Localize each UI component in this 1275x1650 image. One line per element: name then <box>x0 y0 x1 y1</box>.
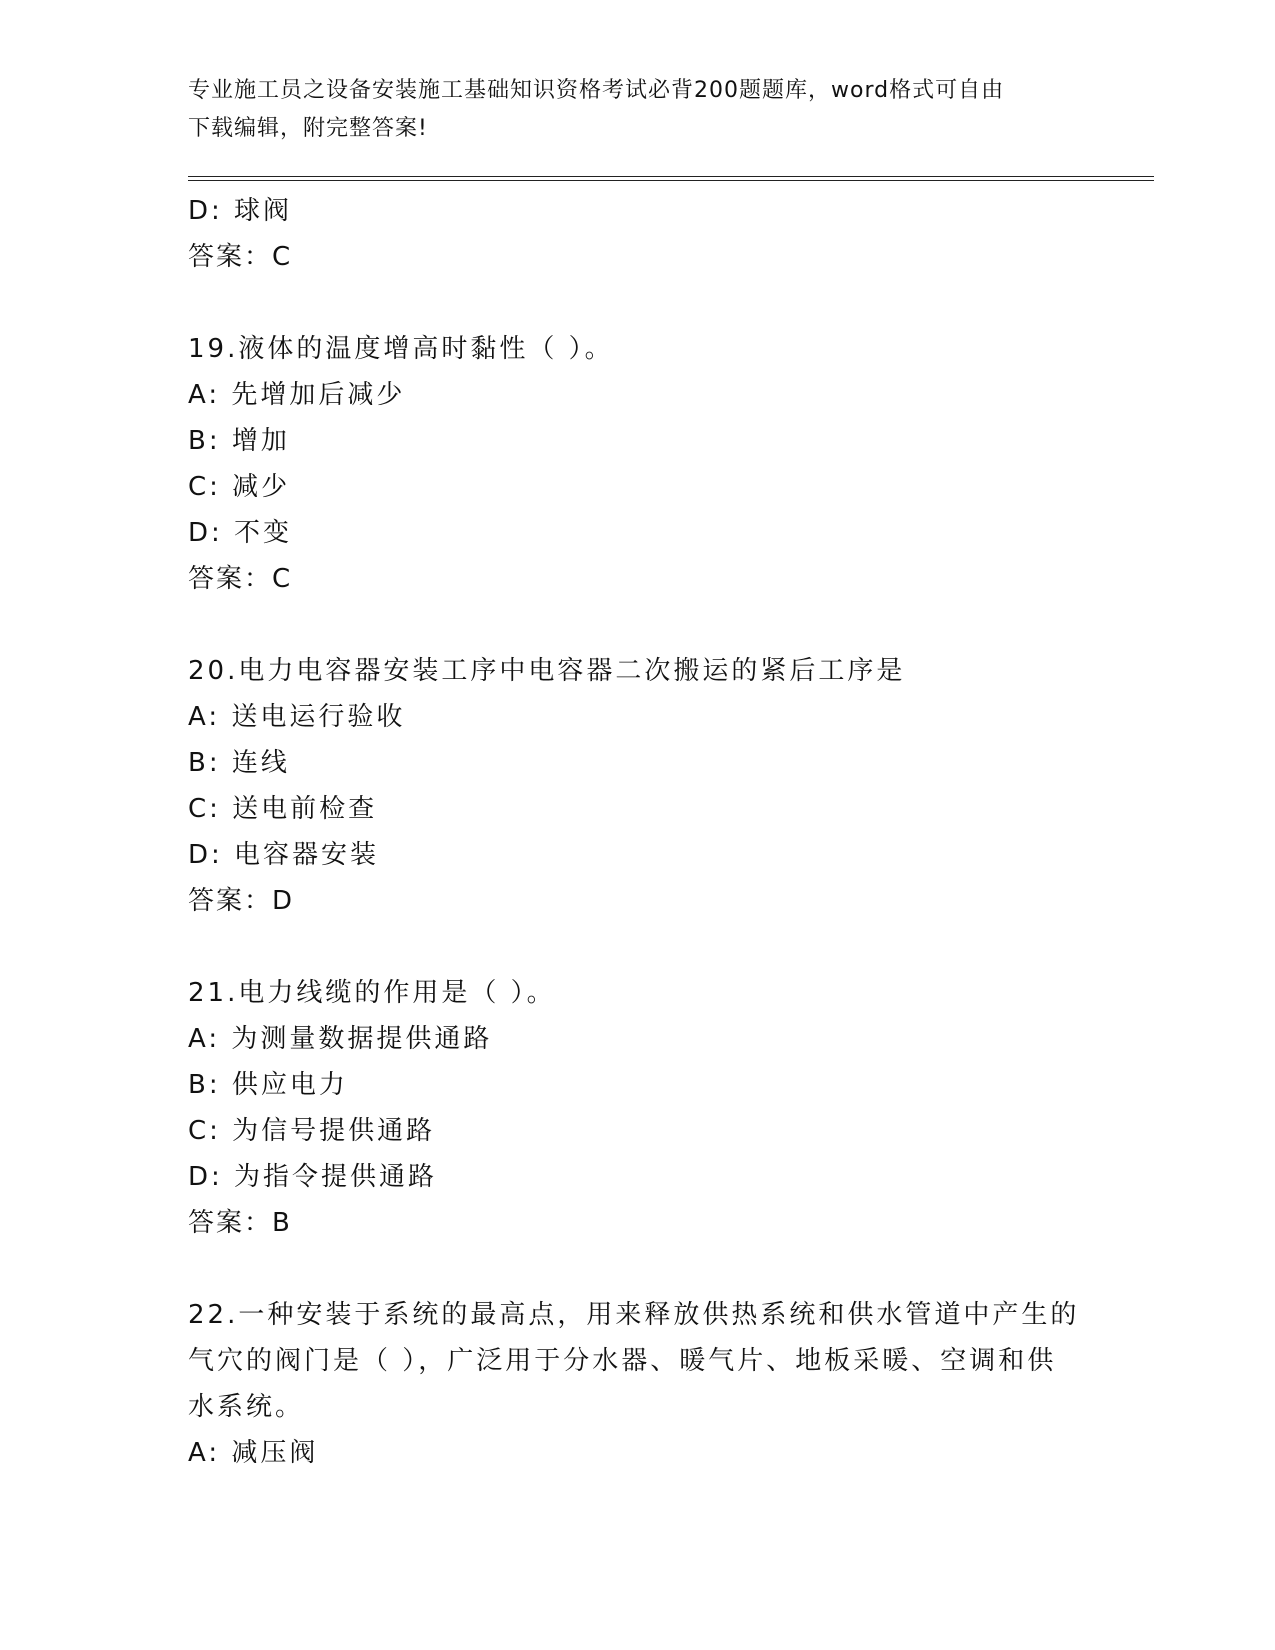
answer-line: 答案：C <box>188 242 293 272</box>
option-b: B: 连线 <box>188 748 290 778</box>
question-stem: 19.液体的温度增高时黏性（ ）。 <box>188 334 614 364</box>
option-b: B: 供应电力 <box>188 1070 348 1100</box>
question-stem: 21.电力线缆的作用是（ ）。 <box>188 978 556 1008</box>
question-21 <box>188 970 1088 1246</box>
header-line-2: 下载编辑，附完整答案! <box>188 116 428 141</box>
option-c: C: 减少 <box>188 472 291 502</box>
question-stem: 20.电力电容器安装工序中电容器二次搬运的紧后工序是 <box>188 656 906 686</box>
option-b: B: 增加 <box>188 426 290 456</box>
option-a: A: 减压阀 <box>188 1438 319 1468</box>
question-19 <box>188 326 1088 602</box>
question-22 <box>188 1292 1088 1476</box>
question-list <box>188 188 1088 1476</box>
answer-line: 答案：C <box>188 564 293 594</box>
option-d: D: 球阀 <box>188 196 293 226</box>
document-header <box>188 72 1088 148</box>
question-stem-line-3: 水系统。 <box>188 1392 305 1422</box>
question-20 <box>188 648 1088 924</box>
header-divider <box>188 176 1154 181</box>
option-d: D: 不变 <box>188 518 293 548</box>
option-c: C: 送电前检查 <box>188 794 378 824</box>
option-a: A: 先增加后减少 <box>188 380 406 410</box>
answer-line: 答案：D <box>188 886 295 916</box>
option-d: D: 电容器安装 <box>188 840 380 870</box>
question-stem-line-2: 气穴的阀门是（ ），广泛用于分水器、暖气片、地板采暖、空调和供 <box>188 1346 1057 1376</box>
header-line-1: 专业施工员之设备安装施工基础知识资格考试必背200题题库，word格式可自由 <box>188 78 1005 103</box>
option-d: D: 为指令提供通路 <box>188 1162 438 1192</box>
option-a: A: 为测量数据提供通路 <box>188 1024 493 1054</box>
question-stem-line-1: 22.一种安装于系统的最高点，用来释放供热系统和供水管道中产生的 <box>188 1300 1080 1330</box>
option-c: C: 为信号提供通路 <box>188 1116 436 1146</box>
option-a: A: 送电运行验收 <box>188 702 406 732</box>
answer-line: 答案：B <box>188 1208 292 1238</box>
